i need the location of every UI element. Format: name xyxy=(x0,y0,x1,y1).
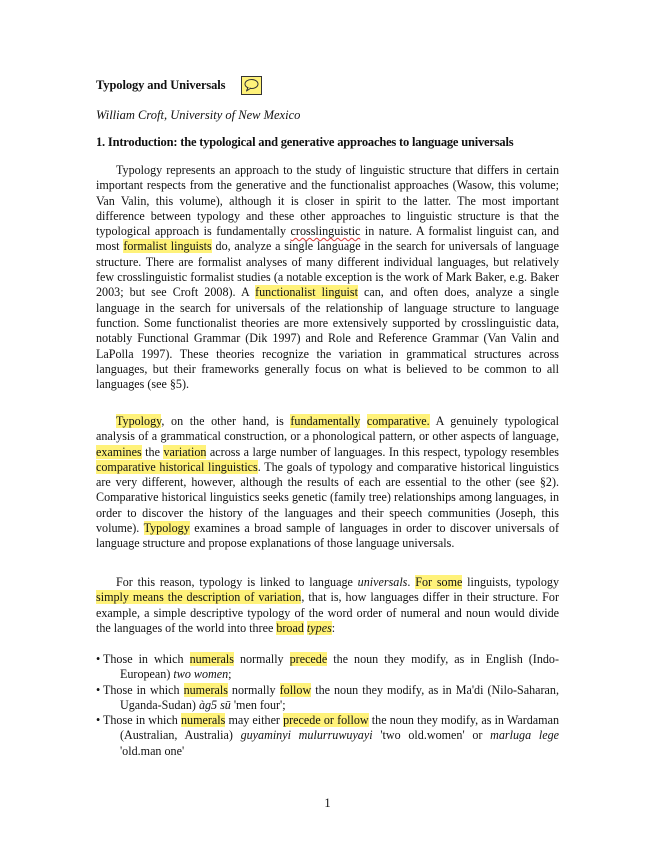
page-number: 1 xyxy=(324,796,331,810)
highlight: numerals xyxy=(189,652,234,666)
example-phrase: marluga lege xyxy=(490,728,560,743)
text: 'two old.women' or xyxy=(372,728,491,743)
highlight: Typology xyxy=(143,521,190,536)
highlight: follow xyxy=(279,682,312,697)
text: the noun they modify, as in Wardaman (Australian, Australia) xyxy=(120,713,559,743)
highlight: precede or follow xyxy=(283,713,369,728)
paragraph-2 xyxy=(96,414,559,552)
text: Those in which xyxy=(103,682,184,697)
highlight: Typology xyxy=(116,414,162,428)
text: examines a broad sample of languages in order to discover universals of language structure and propose explanations of those language universals. xyxy=(96,521,559,551)
list-item xyxy=(96,652,559,683)
text: normally xyxy=(233,652,290,666)
highlight: broad xyxy=(276,620,304,635)
comment-bubble-icon[interactable] xyxy=(241,76,262,95)
text: . The goals of typology and comparative historical linguistics are very different, however, although the results of each are essential to the other (see §2). Comparative historical linguistics seeks genetic (family tree) relationships among languages, in order to discover the history of the languages and their speech communities (Joseph, this volume). xyxy=(96,459,559,536)
highlight: For some xyxy=(415,575,463,589)
highlight: numerals xyxy=(183,682,228,697)
highlight: comparative historical linguistics xyxy=(96,459,258,474)
bullet-glyph: • xyxy=(96,682,101,697)
text: the noun they modify, as in English (Indo-European) xyxy=(120,652,559,682)
text: Typology represents an approach to the study of linguistic structure that differs in certain important respects from the generative and the functionalist approaches (Wasow, this volume; Van Valin, this volume), although it is closer in spirit to the latter. The most important difference between typology and these other approaches to linguistic structure is that the typological approach is fundamentally xyxy=(96,163,559,239)
bullet-glyph: • xyxy=(96,713,101,728)
text: Those in which xyxy=(103,652,190,666)
highlight: variation xyxy=(163,444,207,459)
text: can, and often does, analyze a single language in the search for universals of the relationship of language structure to language function. Some functionalist theories are more extensively supported by crosslinguistic data, notably Functional Grammar (Dik 1997) and Role and Reference Grammar (Van Valin and LaPolla 1997). These theories recognize the variation in grammatical structures across languages, but their frameworks generally focus on what is believed to be common to all languages (see §5). xyxy=(96,285,559,392)
section-heading: 1. Introduction: the typological and generative approaches to language universals xyxy=(96,135,514,149)
bullet-glyph: • xyxy=(96,652,101,666)
italic-term: universals xyxy=(357,575,408,589)
text: 'men four'; xyxy=(230,697,286,712)
highlight: functionalist linguist xyxy=(255,285,358,300)
text: normally xyxy=(227,682,280,697)
highlight: numerals xyxy=(180,713,226,728)
document-title: Typology and Universals xyxy=(96,78,226,92)
text: A genuinely typological analysis of a grammatical construction, or a phonological pattern, or other aspects of language, xyxy=(96,414,559,444)
text: the xyxy=(141,444,164,459)
text: across a large number of languages. In this respect, typology resembles xyxy=(206,444,560,459)
text: . xyxy=(407,575,416,589)
text: : xyxy=(331,620,336,635)
list-item xyxy=(96,683,559,714)
text: Those in which xyxy=(103,713,181,728)
example-phrase: two women xyxy=(173,667,229,682)
example-phrase: àg5 sū xyxy=(198,697,231,712)
title-row xyxy=(96,76,262,95)
text: , that is, how languages differ in their structure. For example, a simple descriptive typology of the word order of numeral and noun would divide the languages of the world into three xyxy=(96,590,559,635)
text xyxy=(360,414,367,428)
text: ; xyxy=(228,667,232,682)
spellcheck-word[interactable]: crosslinguistic xyxy=(290,224,361,239)
paragraph-1 xyxy=(96,163,559,392)
paragraph-3 xyxy=(96,575,559,636)
text: For this reason, typology is linked to language xyxy=(116,575,358,589)
text: do, analyze a single language in the search for universals of language structure. There are formalist analyses of many different individual languages, but relatively few crosslinguistic formalist studies (a notable exception is the work of Mark Baker, e.g. Baker 2003; but see Croft 2008). A xyxy=(96,239,559,300)
highlight: fundamentally xyxy=(290,414,361,428)
highlight: simply means the description of variation xyxy=(96,590,302,605)
text: the noun they modify, as in Ma'di (Nilo-Saharan, Uganda-Sudan) xyxy=(120,682,559,712)
text: , on the other hand, is xyxy=(161,414,291,428)
text: 'old.man one' xyxy=(120,743,185,758)
example-phrase: guyaminyi mulurruwuyayi xyxy=(240,728,373,743)
highlight: types xyxy=(306,620,332,635)
highlight: precede xyxy=(289,652,328,666)
list-item xyxy=(96,713,559,759)
author-line: William Croft, University of New Mexico xyxy=(96,108,301,122)
bullet-list xyxy=(96,652,559,759)
highlight: comparative. xyxy=(366,414,430,428)
text: linguists, typology xyxy=(462,575,560,589)
text: in nature. A formalist linguist can, and most xyxy=(96,224,559,254)
highlight: examines xyxy=(96,444,142,459)
highlight: formalist linguists xyxy=(123,239,212,254)
text: may either xyxy=(225,713,284,728)
